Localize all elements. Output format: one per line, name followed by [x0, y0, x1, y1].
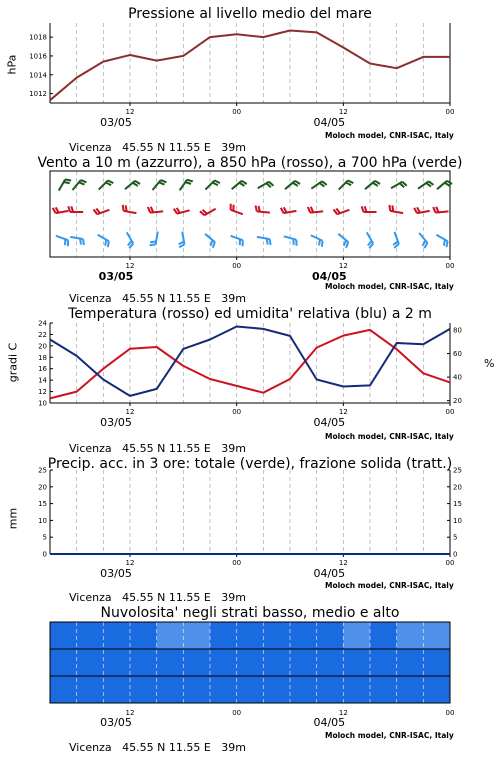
model-credit: Moloch model, CNR-ISAC, Italy [325, 131, 454, 140]
x-tick-label: 12 [339, 108, 348, 116]
cloud-cell [370, 676, 397, 703]
wind-barb-850-feather [53, 208, 56, 213]
location-lat: 45.55 N [122, 442, 165, 455]
wind-barb-700-feather [106, 183, 111, 186]
location-lat: 45.55 N [122, 741, 165, 754]
location-name: Vicenza [69, 591, 112, 604]
wind-barb-850-feather [284, 207, 287, 212]
wind-barb-700 [418, 181, 433, 188]
wind-barb-10m-feather [267, 239, 268, 245]
wind-barb-10m [70, 237, 84, 245]
model-credit: Moloch model, CNR-ISAC, Italy [325, 432, 454, 441]
pressure-title: Pressione al livello medio del mare [50, 6, 450, 22]
wind-barb-850 [94, 208, 110, 214]
wind-barb-10m-feather [270, 239, 271, 245]
cloud-cell [423, 676, 450, 703]
wind-barb-850 [148, 207, 163, 213]
precipitation-panel [0, 450, 500, 600]
location-lon: 11.55 E [169, 591, 211, 604]
cloud-cell [183, 676, 210, 703]
x-tick-label: 00 [446, 408, 455, 416]
date-label: 04/05 [313, 416, 345, 429]
wind-barb-10m-feather [83, 239, 84, 245]
humidity-line [50, 327, 450, 396]
y-tick-label: 1018 [29, 34, 47, 42]
wind-barb-10m-feather [213, 242, 215, 248]
y-tick-label: 10 [38, 400, 47, 408]
x-tick-label: 00 [446, 262, 455, 270]
cloud-title: Nuvolosita' negli strati basso, medio e alto [50, 605, 450, 621]
x-tick-label: 12 [126, 108, 135, 116]
wind-barb-850-feather [389, 205, 390, 211]
wind-barb-850 [334, 208, 350, 214]
cloud-cell [50, 622, 77, 649]
wind-barb-700-feather [348, 180, 353, 183]
wind-panel [0, 150, 500, 300]
y-tick-label: 0 [43, 551, 47, 559]
cloud-cell [263, 622, 290, 649]
location-name: Vicenza [69, 292, 112, 305]
wind-barb-700-feather [212, 183, 217, 186]
model-credit: Moloch model, CNR-ISAC, Italy [325, 282, 454, 291]
location-lon: 11.55 E [169, 292, 211, 305]
date-label: 04/05 [313, 716, 345, 729]
y-tick-label: 1016 [29, 52, 47, 60]
wind-barb-700 [365, 181, 380, 189]
y-tick-label: 1014 [29, 71, 47, 79]
wind-barb-10m-feather [108, 241, 109, 247]
cloud-cell [50, 676, 77, 703]
y-tick-label-right: 15 [453, 500, 462, 508]
wind-barb-700 [59, 179, 71, 190]
wind-barb-850-feather [56, 207, 59, 212]
x-tick-label: 00 [232, 709, 241, 717]
wind-barb-10m-feather [150, 244, 156, 245]
cloud-cell [183, 649, 210, 676]
pressure-line [50, 31, 450, 101]
wind-barb-850 [200, 209, 216, 216]
cloud-cell [397, 622, 424, 649]
wind-barb-850-feather [417, 207, 420, 212]
x-tick-label: 12 [126, 559, 135, 567]
wind-barb-850 [281, 207, 297, 213]
wind-barb-10m-feather [444, 240, 445, 246]
cloud-cell [290, 676, 317, 703]
precipitation-ylabel: mm [7, 504, 20, 534]
cloud-cell [423, 622, 450, 649]
x-tick-label: 00 [446, 559, 455, 567]
x-tick-label: 12 [339, 262, 348, 270]
x-tick-label: 12 [126, 262, 135, 270]
wind-barb-850-feather [68, 206, 70, 212]
wind-barb-10m-feather [80, 239, 81, 245]
wind-barb-700-feather [81, 180, 87, 182]
wind-barb-700-feather [108, 180, 113, 183]
wind-barb-700-feather [64, 182, 70, 183]
wind-barb-850-feather [414, 208, 417, 213]
wind-barb-10m-feather [179, 244, 184, 247]
cloud-cell [103, 676, 130, 703]
wind-barb-700-feather [161, 180, 167, 182]
temperature-chart [0, 300, 500, 450]
date-label: 04/05 [313, 116, 345, 129]
wind-barb-700 [205, 180, 220, 189]
cloud-cell [370, 622, 397, 649]
wind-title: Vento a 10 m (azzurro), a 850 hPa (rosso), a 700 hPa (verde) [25, 155, 475, 171]
wind-barb-850-feather [392, 205, 393, 211]
precipitation-title: Precip. acc. in 3 ore: totale (verde), frazione solida (tratt.) [25, 456, 475, 472]
y-tick-label: 12 [38, 388, 47, 396]
cloud-cell [157, 622, 184, 649]
wind-barb-10m-feather [346, 242, 348, 248]
wind-barb-850-feather [256, 206, 257, 212]
wind-barb-850-feather [126, 205, 127, 211]
wind-barb-700-feather [215, 180, 220, 183]
y-tick-label: 20 [38, 483, 47, 491]
date-label: 03/05 [100, 716, 132, 729]
location-lon: 11.55 E [169, 741, 211, 754]
y-tick-label: 10 [38, 517, 47, 525]
cloud-cell [237, 676, 264, 703]
pressure-panel [0, 0, 500, 150]
wind-barb-700-feather [159, 182, 165, 184]
cloud-cell [103, 622, 130, 649]
cloud-cell [183, 622, 210, 649]
y-tick-label-right: 40 [453, 374, 462, 382]
location-lon: 11.55 E [169, 141, 211, 154]
x-tick-label: 12 [339, 559, 348, 567]
y-tick-label-right: 10 [453, 517, 462, 525]
cloud-cell [423, 649, 450, 676]
wind-barb-850 [308, 207, 323, 213]
cloud-cell [237, 622, 264, 649]
y-tick-label-right: 25 [453, 467, 462, 475]
wind-barb-700 [311, 181, 326, 188]
location-alt: 39m [221, 292, 246, 305]
cloud-cell [157, 649, 184, 676]
wind-barb-700 [258, 182, 274, 189]
cloud-cell [290, 622, 317, 649]
wind-barb-700 [180, 180, 193, 191]
wind-barb-10m-feather [446, 241, 447, 247]
wind-barb-10m [393, 232, 399, 248]
wind-barb-850-feather [123, 205, 124, 211]
cloud-cell [237, 649, 264, 676]
model-credit: Moloch model, CNR-ISAC, Italy [325, 731, 454, 740]
wind-barb-850 [174, 208, 190, 214]
y-tick-label-right: 0 [453, 551, 457, 559]
y-tick-label: 25 [38, 467, 47, 475]
wind-barb-10m [56, 236, 68, 246]
date-label: 04/05 [313, 567, 345, 580]
y-tick-label-right: 20 [453, 397, 462, 405]
wind-barb-700-feather [65, 179, 71, 180]
y-tick-label: 22 [38, 331, 47, 339]
wind-barb-700 [232, 181, 247, 189]
wind-barb-700 [339, 180, 354, 189]
y-tick-label: 14 [38, 377, 47, 385]
wind-barb-700-feather [346, 183, 351, 186]
location-name: Vicenza [69, 741, 112, 754]
cloud-cell [210, 676, 237, 703]
wind-barb-700-feather [187, 180, 193, 182]
cloud-cell [77, 676, 104, 703]
wind-barb-850 [53, 207, 69, 213]
temperature-title: Temperatura (rosso) ed umidita' relativa (blu) a 2 m [25, 306, 475, 322]
cloud-cell [77, 649, 104, 676]
y-tick-label: 24 [38, 320, 47, 328]
cloud-cell [343, 676, 370, 703]
wind-barb-850-feather [148, 207, 150, 213]
x-tick-label: 12 [126, 408, 135, 416]
wind-barb-700-feather [79, 182, 85, 184]
wind-barb-850 [362, 206, 377, 212]
wind-chart [0, 150, 500, 300]
model-credit: Moloch model, CNR-ISAC, Italy [325, 581, 454, 590]
wind-barb-700 [99, 180, 114, 189]
wind-barb-10m-feather [322, 241, 323, 247]
date-label: 03/05 [99, 270, 134, 283]
date-label: 03/05 [100, 116, 132, 129]
location-lat: 45.55 N [122, 292, 165, 305]
location-alt: 39m [221, 141, 246, 154]
humidity-ylabel: % [484, 357, 494, 370]
wind-barb-850 [256, 206, 270, 213]
y-tick-label: 1012 [29, 90, 47, 98]
wind-barb-850 [414, 207, 430, 213]
x-tick-label: 12 [339, 709, 348, 717]
x-tick-label: 12 [339, 408, 348, 416]
wind-barb-10m-feather [210, 240, 212, 246]
y-tick-label: 20 [38, 342, 47, 350]
cloud-cell [343, 622, 370, 649]
wind-barb-850-feather [281, 208, 284, 213]
x-tick-label: 00 [446, 709, 455, 717]
cloud-cell [130, 649, 157, 676]
x-tick-label: 12 [126, 709, 135, 717]
y-tick-label: 16 [38, 365, 47, 373]
wind-barb-10m [150, 232, 158, 246]
location-alt: 39m [221, 442, 246, 455]
cloud-cell [157, 676, 184, 703]
cloud-cell [263, 649, 290, 676]
cloud-cell [343, 649, 370, 676]
cloud-cell [130, 676, 157, 703]
date-label: 03/05 [100, 567, 132, 580]
location-name: Vicenza [69, 442, 112, 455]
y-tick-label-right: 5 [453, 534, 457, 542]
y-tick-label-right: 80 [453, 327, 462, 335]
y-tick-label-right: 20 [453, 483, 462, 491]
x-tick-label: 00 [232, 559, 241, 567]
cloud-cell [290, 649, 317, 676]
date-label: 04/05 [312, 270, 347, 283]
wind-barb-700 [125, 181, 140, 189]
date-label: 03/05 [100, 416, 132, 429]
cloud-cell [103, 649, 130, 676]
cloud-cell [210, 649, 237, 676]
cloud-cell [317, 649, 344, 676]
cloud-cell [317, 676, 344, 703]
location-alt: 39m [221, 741, 246, 754]
wind-barb-10m [179, 232, 185, 248]
wind-barb-850-feather [308, 207, 310, 213]
cloud-cell [210, 622, 237, 649]
wind-barb-850-feather [433, 207, 435, 213]
cloud-cell [77, 622, 104, 649]
wind-barb-10m-feather [344, 240, 346, 246]
wind-barb-850 [68, 206, 83, 212]
wind-barb-700-feather [185, 182, 191, 184]
y-tick-label: 18 [38, 354, 47, 362]
location-name: Vicenza [69, 141, 112, 154]
cloud-cell [130, 622, 157, 649]
y-tick-label-right: 60 [453, 350, 462, 358]
x-tick-label: 00 [232, 108, 241, 116]
temperature-line [50, 330, 450, 399]
wind-barb-10m [257, 237, 271, 245]
wind-barb-850 [433, 207, 448, 213]
wind-barb-850-feather [362, 206, 364, 212]
cloud-panel [0, 600, 500, 750]
wind-barb-700 [72, 180, 86, 190]
cloud-cell [263, 676, 290, 703]
location-lat: 45.55 N [122, 591, 165, 604]
cloud-cell [50, 649, 77, 676]
temperature-panel [0, 300, 500, 450]
wind-barb-850-feather [258, 206, 259, 212]
wind-barb-10m-feather [319, 239, 320, 245]
location-alt: 39m [221, 591, 246, 604]
wind-barb-10m-feather [150, 241, 156, 242]
wind-barb-10m-feather [105, 240, 106, 246]
cloud-cell [397, 676, 424, 703]
cloud-cell [317, 622, 344, 649]
x-tick-label: 00 [232, 262, 241, 270]
wind-barb-700 [391, 182, 407, 189]
wind-barb-10m [436, 235, 447, 247]
cloud-cell [397, 649, 424, 676]
wind-barb-850 [389, 205, 403, 213]
wind-barb-850 [123, 205, 137, 213]
wind-barb-700 [152, 180, 166, 190]
y-tick-label: 15 [38, 500, 47, 508]
wind-barb-700 [285, 181, 300, 189]
x-tick-label: 00 [232, 408, 241, 416]
location-lon: 11.55 E [169, 442, 211, 455]
pressure-ylabel: hPa [6, 50, 19, 80]
x-tick-label: 00 [446, 108, 455, 116]
y-tick-label: 5 [43, 534, 47, 542]
location-lat: 45.55 N [122, 141, 165, 154]
cloud-cell [370, 649, 397, 676]
temperature-ylabel: gradi C [7, 333, 20, 393]
